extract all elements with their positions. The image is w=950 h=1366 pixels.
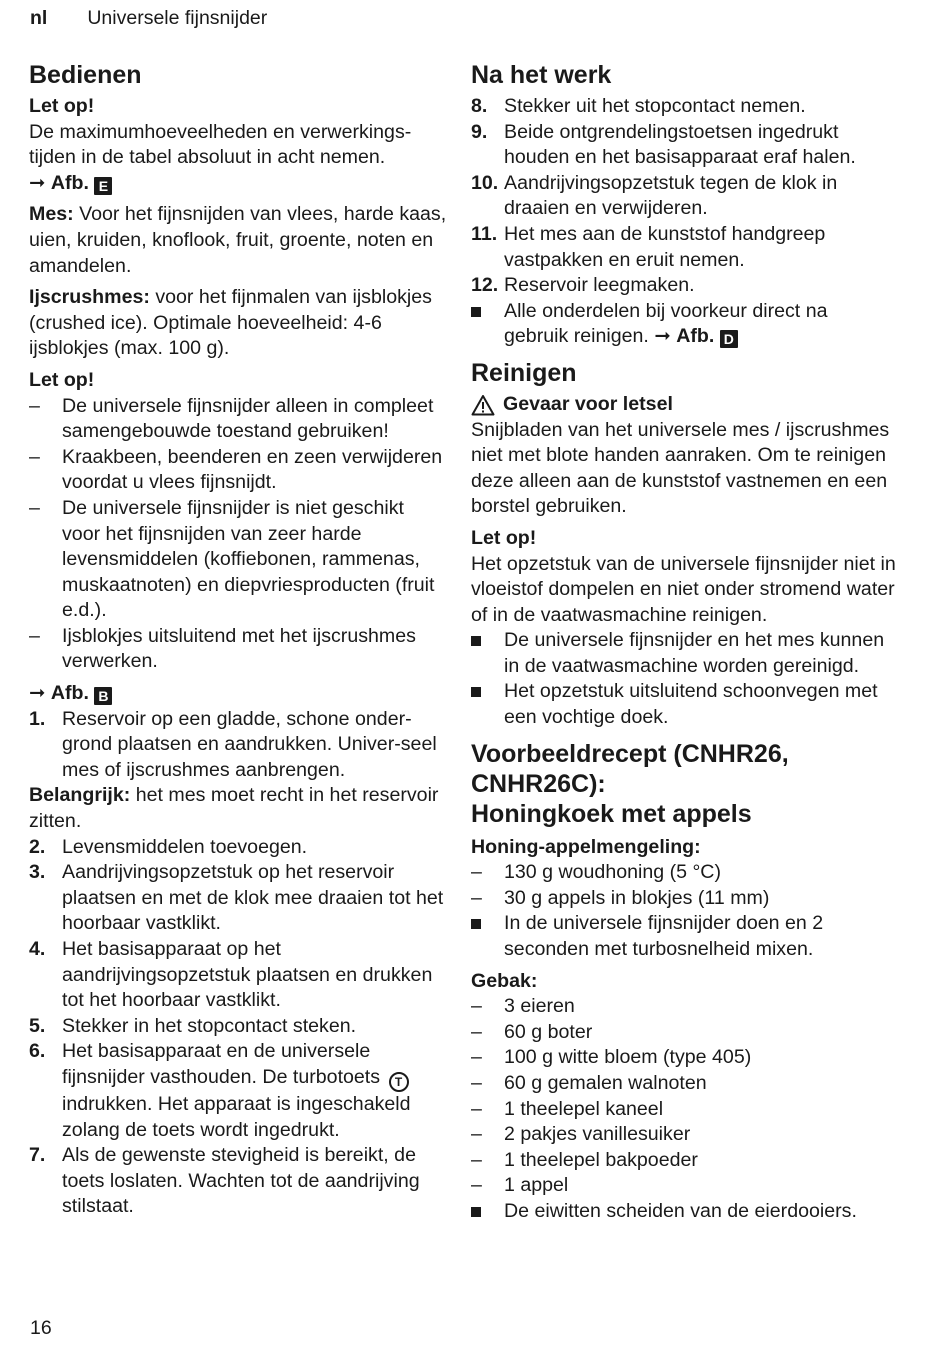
letop-text: Het opzetstuk van de universele fijnsnijder niet in vloeistof dompelen en niet onder stromend water of in de vaatwasmachine reinigen.	[471, 552, 896, 626]
step-9: 9. Beide ontgrendelingstoetsen ingedrukt houden en het basisapparaat eraf halen.	[471, 120, 856, 169]
heading-voorbeeldrecept: Voorbeeldrecept (CNHR26, CNHR26C): Honingkoek met appels	[471, 739, 789, 828]
running-header	[30, 7, 267, 30]
list-item: – 3 eieren	[471, 995, 575, 1018]
page-number: 16	[30, 1317, 52, 1339]
step-1: 1. Reservoir op een gladde, schone onder-grond plaatsen en aandrukken. Univer-seel mes of ijscrushmes aanbrengen.	[29, 707, 437, 781]
step-7: 7. Als de gewenste stevigheid is bereikt, de toets loslaten. Wachten tot de aandrijving stilstaat.	[29, 1144, 420, 1218]
step-5: 5. Stekker in het stopcontact steken.	[29, 1014, 357, 1037]
arrow-right-icon: ➞	[29, 682, 46, 705]
list-item: – De universele fijnsnijder alleen in compleet samengebouwde toestand gebruiken!	[29, 394, 434, 443]
step-11: 11. Het mes aan de kunststof handgreep vastpakken en eruit nemen.	[471, 222, 826, 271]
list-item: – 1 theelepel kaneel	[471, 1097, 664, 1120]
left-column	[29, 60, 447, 1220]
mes-paragraph: Mes: Voor het fijnsnijden van vlees, harde kaas, uien, kruiden, knoflook, fruit, groente, noten en amandelen.	[29, 203, 447, 277]
list-item: – 60 g gemalen walnoten	[471, 1072, 707, 1094]
arrow-right-icon: ➞	[29, 171, 46, 194]
list-item: Alle onderdelen bij voorkeur direct na gebruik reinigen. ➞ Afb. D	[471, 299, 896, 350]
caution-list	[29, 394, 447, 676]
list-item: – Kraakbeen, beenderen en zeen verwijderen voordat u vlees fijnsnijdt.	[29, 445, 443, 494]
list-item: – 1 theelepel bakpoeder	[471, 1148, 698, 1171]
figure-ref-e: ➞ Afb. E	[29, 171, 447, 197]
letop-text: De maximumhoeveelheden en verwerkings-tijden in de tabel absoluut in acht nemen.	[29, 120, 412, 169]
arrow-right-icon: ➞	[654, 325, 671, 348]
list-item: – 30 g appels in blokjes (11 mm)	[471, 886, 770, 909]
step-2: 2. Levensmiddelen toevoegen.	[29, 835, 308, 858]
warning-text: Snijbladen van het universele mes / ijscrushmes niet met blote handen aanraken. Om te reinigen deze alleen aan de kunststof vastnemen en een borstel gebruiken.	[471, 418, 890, 518]
letop-heading-2: Let op!	[29, 368, 95, 391]
list-item: – 60 g boter	[471, 1020, 593, 1043]
list-item: In de universele fijnsnijder doen en 2 seconden met turbosnelheid mixen.	[471, 911, 896, 962]
ijscrushmes-paragraph: Ijscrushmes: voor het fijnmalen van ijsblokjes (crushed ice). Optimale hoeveelheid: 4-6 ijsblokjes (max. 100 g).	[29, 286, 432, 360]
square-bullet-icon	[471, 687, 481, 697]
step-10: 10. Aandrijvingsopzetstuk tegen de klok in draaien en verwijderen.	[471, 171, 838, 220]
warning-heading: Gevaar voor letsel	[471, 392, 896, 418]
list-item: De eiwitten scheiden van de eierdooiers.	[471, 1199, 896, 1225]
step-12: 12. Reservoir leegmaken.	[471, 274, 695, 297]
language-code: nl	[30, 7, 48, 29]
step-6: 6. Het basisapparaat en de universele fijnsnijder vasthouden. De turbotoets T indrukken. Het apparaat is ingeschakeld zolang de toets wordt ingedrukt.	[29, 1040, 411, 1141]
turbo-button-icon: T	[389, 1072, 409, 1092]
list-item: Het opzetstuk uitsluitend schoonvegen met een vochtige doek.	[471, 679, 896, 730]
heading-reinigen: Reinigen	[471, 358, 577, 387]
figure-letter-b: B	[94, 687, 112, 705]
list-item: – 130 g woudhoning (5 °C)	[471, 861, 721, 884]
list-item: – 100 g witte bloem (type 405)	[471, 1046, 752, 1069]
heading-bedienen: Bedienen	[29, 61, 142, 89]
list-item: – 2 pakjes vanillesuiker	[471, 1123, 691, 1146]
header-title: Universele fijnsnijder	[87, 7, 268, 29]
square-bullet-icon	[471, 307, 481, 317]
step-3: 3. Aandrijvingsopzetstuk op het reservoir plaatsen en met de klok mee draaien tot het hoorbaar vastklikt.	[29, 861, 444, 935]
heading-na-het-werk: Na het werk	[471, 61, 612, 89]
figure-letter-e: E	[94, 177, 112, 195]
letop-heading: Let op!	[29, 95, 95, 117]
list-item: – 1 appel	[471, 1174, 569, 1197]
list-item: – De universele fijnsnijder is niet geschikt voor het fijnsnijden van zeer harde levensmiddelen (koffiebonen, rammenas, muskaatnoten) en diepvriesproducten (fruit e.d.).	[29, 496, 435, 622]
step-8: 8. Stekker uit het stopcontact nemen.	[471, 95, 806, 117]
list-item: – Ijsblokjes uitsluitend met het ijscrushmes verwerken.	[29, 624, 416, 673]
figure-letter-d: D	[720, 330, 738, 348]
square-bullet-icon	[471, 919, 481, 929]
belangrijk-paragraph: Belangrijk: het mes moet recht in het reservoir zitten.	[29, 784, 439, 833]
list-item: De universele fijnsnijder en het mes kunnen in de vaatwasmachine worden gereinigd.	[471, 628, 896, 679]
letop-heading: Let op!	[471, 526, 537, 549]
square-bullet-icon	[471, 636, 481, 646]
step-4: 4. Het basisapparaat op het aandrijvingsopzetstuk plaatsen en drukken tot het hoorbaar vastklikt.	[29, 938, 433, 1012]
square-bullet-icon	[471, 1207, 481, 1217]
figure-ref-b: ➞ Afb. B	[29, 681, 447, 707]
gebak-heading: Gebak:	[471, 969, 538, 992]
right-column	[471, 60, 896, 1225]
warning-triangle-icon	[471, 394, 495, 416]
honing-heading: Honing-appelmengeling:	[471, 835, 701, 858]
